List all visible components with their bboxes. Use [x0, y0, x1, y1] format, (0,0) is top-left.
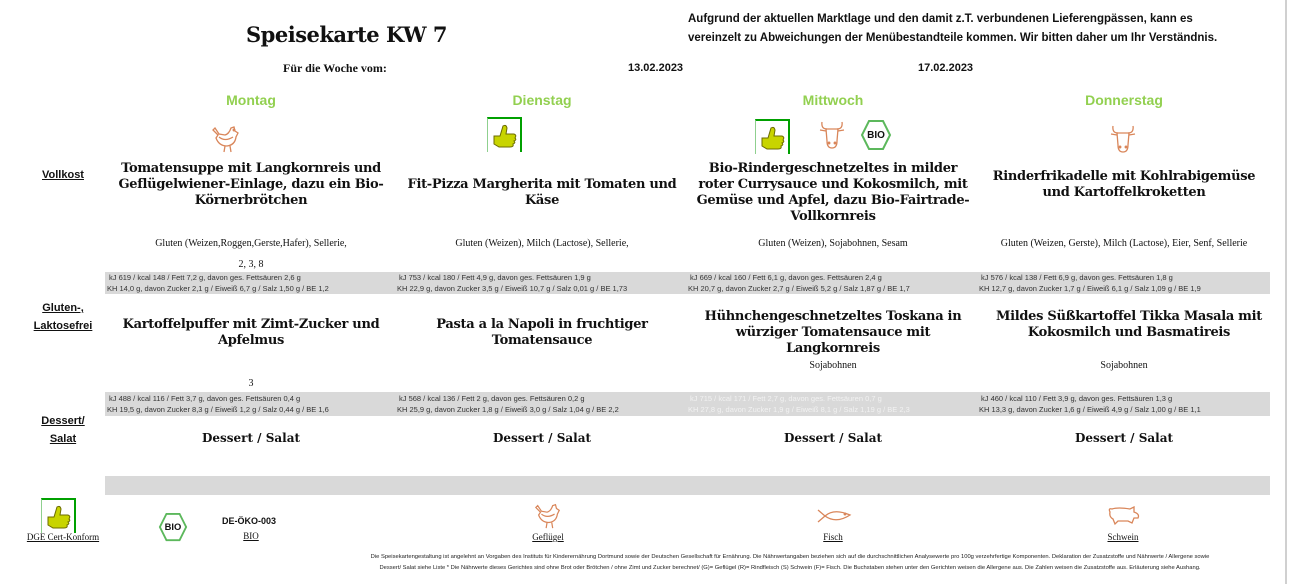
day-header-montag: Montag — [226, 92, 276, 108]
day-header-mittwoch: Mittwoch — [802, 92, 864, 108]
nutrition-glutenfrei-montag — [107, 393, 329, 415]
nutrition-line-2: KH 22,9 g, davon Zucker 3,5 g / Eiweiß 10,7 g / Salz 0,01 g / BE 1,73 — [397, 284, 628, 293]
nutrition-line-1: kJ 488 / kcal 116 / Fett 3,7 g, davon ges. Fettsäuren 0,4 g — [109, 394, 301, 403]
nutrition-glutenfrei-mittwoch — [688, 393, 910, 415]
nutrition-line-1: kJ 715 / kcal 171 / Fett 2,7 g, davon ges. Fettsäuren 0,7 g — [690, 394, 882, 403]
nutrition-line-2: KH 27,8 g, davon Zucker 1,9 g / Eiweiß 8,1 g / Salz 1,19 g / BE 2,3 — [688, 405, 910, 414]
nutrition-glutenfrei-dienstag — [397, 393, 619, 415]
allergens-vollkost-montag: Gluten (Weizen,Roggen,Gerste,Hafer), Sellerie, — [155, 238, 347, 249]
legend-pork-label: Schwein — [1107, 532, 1139, 542]
dish-vollkost-dienstag: Fit-Pizza Margherita mit Tomaten und Käse — [407, 177, 677, 208]
allergens-glutenfrei-donnerstag: Sojabohnen — [1100, 360, 1148, 371]
additives-vollkost-montag: 2, 3, 8 — [238, 259, 264, 270]
dessert-dienstag: Dessert / Salat — [492, 431, 592, 445]
day-header-dienstag: Dienstag — [512, 92, 572, 108]
legend-bio-seal-icon — [157, 511, 189, 543]
nutrition-vollkost-donnerstag — [979, 272, 1201, 294]
bio-seal-icon — [859, 118, 893, 152]
legend-fish-icon — [815, 505, 853, 527]
row-label-dessert-line-2: Salat — [49, 433, 77, 445]
bio-seal-text: BIO — [867, 130, 885, 141]
supply-notice-line-1: Aufgrund der aktuellen Marktlage und den damit z.T. verbundenen Lieferengpässen, kann es — [688, 13, 1193, 25]
dge-thumbs-up-icon — [41, 498, 76, 533]
dessert-mittwoch: Dessert / Salat — [783, 431, 883, 445]
dessert-donnerstag: Dessert / Salat — [1074, 431, 1174, 445]
date-from: 13.02.2023 — [628, 62, 684, 74]
row-label-dessert-line-1: Dessert/ — [41, 415, 85, 427]
supply-notice-line-2: vereinzelt zu Abweichungen der Menübestandteile kommen. Wir bitten daher um Ihr Verständnis. — [688, 32, 1218, 44]
nutrition-line-2: KH 19,5 g, davon Zucker 8,3 g / Eiweiß 1,2 g / Salz 0,44 g / BE 1,6 — [107, 405, 329, 414]
row-label-glutenfrei-line-2: Laktosefrei — [33, 320, 93, 332]
nutrition-vollkost-mittwoch — [688, 272, 910, 294]
row-label-glutenfrei-line-1: Gluten-, — [42, 302, 84, 314]
cow-icon — [1106, 122, 1140, 156]
thumbs-up-icon — [487, 117, 522, 152]
nutrition-vollkost-montag — [107, 272, 329, 294]
footer-note-line-1: Die Speisekartengestaltung ist angelehnt an Vorgaben des Instituts für Kinderernährung Dortmund sowie der Deutschen Gesellschaft für Ernährung. Die Nährwertangaben beziehen sich auf die durchschnittlichen Analysewerte pro 100g verzehrfertige Komponenten. Deklaration der Zusatzstoffe und Nährwerte / Allergene sowie — [370, 554, 1210, 560]
dessert-bottom-bar — [105, 476, 1270, 495]
dish-glutenfrei-montag: Kartoffelpuffer mit Zimt-Zucker und Apfelmus — [122, 317, 380, 348]
additives-glutenfrei-montag: 3 — [248, 378, 254, 389]
date-to: 17.02.2023 — [918, 62, 974, 74]
legend-bio-label: BIO — [243, 531, 259, 541]
legend-fish-label: Fisch — [823, 532, 843, 542]
page-title: Speisekarte KW 7 — [246, 22, 447, 47]
legend-chicken-icon — [530, 499, 566, 531]
nutrition-line-2: KH 20,7 g, davon Zucker 2,7 g / Eiweiß 5,2 g / Salz 1,87 g / BE 1,7 — [688, 284, 910, 293]
nutrition-glutenfrei-donnerstag — [979, 393, 1201, 415]
legend-poultry-label: Geflügel — [532, 532, 564, 542]
row-label-vollkost: Vollkost — [42, 169, 84, 181]
bio-seal-text: BIO — [164, 521, 182, 532]
allergens-vollkost-donnerstag: Gluten (Weizen, Gerste), Milch (Lactose), Eier, Senf, Sellerie — [1000, 238, 1248, 249]
legend-pig-icon — [1105, 504, 1143, 528]
page-edge-divider — [1285, 0, 1287, 584]
dish-glutenfrei-donnerstag: Mildes Süßkartoffel Tikka Masala mit Kokosmilch und Basmatireis — [996, 309, 1262, 340]
nutrition-line-1: kJ 460 / kcal 110 / Fett 3,9 g, davon ges. Fettsäuren 1,3 g — [981, 394, 1173, 403]
dish-glutenfrei-dienstag: Pasta a la Napoli in fruchtiger Tomatensauce — [436, 317, 648, 348]
nutrition-line-1: kJ 576 / kcal 138 / Fett 6,9 g, davon ges. Fettsäuren 1,8 g — [981, 273, 1173, 282]
nutrition-line-1: kJ 753 / kcal 180 / Fett 4,9 g, davon ges. Fettsäuren 1,9 g — [399, 273, 591, 282]
row-label-glutenfrei — [18, 299, 108, 335]
dish-glutenfrei-mittwoch: Hühnchengeschnetzeltes Toskana in würziger Tomatensauce mit Langkornreis — [704, 309, 962, 356]
dish-vollkost-mittwoch: Bio-Rindergeschnetzeltes in milder roter Currysauce und Kokosmilch, mit Gemüse und Apfel, dazu Bio-Fairtrade-Vollkornreis — [696, 161, 970, 224]
nutrition-line-2: KH 12,7 g, davon Zucker 1,7 g / Eiweiß 6,1 g / Salz 1,09 g / BE 1,9 — [979, 284, 1201, 293]
week-label: Für die Woche vom: — [283, 61, 387, 75]
footer-note — [310, 552, 1270, 574]
cow-icon — [815, 118, 849, 152]
nutrition-line-2: KH 25,9 g, davon Zucker 1,8 g / Eiweiß 3,0 g / Salz 1,04 g / BE 2,2 — [397, 405, 619, 414]
dessert-montag: Dessert / Salat — [201, 431, 301, 445]
day-header-donnerstag: Donnerstag — [1085, 92, 1163, 108]
thumbs-up-icon — [755, 119, 790, 154]
legend-dge-label: DGE Cert-Konform — [26, 532, 100, 542]
footer-note-line-2: Dessert/ Salat siehe Liste * Die Nährwerte dieses Gerichtes sind ohne Brot oder Brötchen / ohne Zimt und Zucker berechnet/ (G)= Geflügel (R)= Rindfleisch (S) Schwein (F)= Fisch. Die Buchstaben stehen unter den Gerichten weisen die Allergene aus. Die Zahlen weisen die Zusatzstoffe aus. Erläuterung siehe Aushang. — [379, 565, 1201, 571]
allergens-vollkost-mittwoch: Gluten (Weizen), Sojabohnen, Sesam — [758, 238, 908, 249]
nutrition-line-1: kJ 619 / kcal 148 / Fett 7,2 g, davon ges. Fettsäuren 2,6 g — [109, 273, 301, 282]
supply-notice — [688, 10, 1268, 48]
nutrition-line-1: kJ 568 / kcal 136 / Fett 2 g, davon ges. Fettsäuren 0,2 g — [399, 394, 585, 403]
dish-vollkost-donnerstag: Rinderfrikadelle mit Kohlrabigemüse und Kartoffelkroketten — [992, 169, 1256, 200]
nutrition-line-2: KH 14,0 g, davon Zucker 2,1 g / Eiweiß 6,7 g / Salz 1,50 g / BE 1,2 — [107, 284, 329, 293]
nutrition-line-1: kJ 669 / kcal 160 / Fett 6,1 g, davon ges. Fettsäuren 2,4 g — [690, 273, 882, 282]
nutrition-vollkost-dienstag — [397, 272, 627, 294]
nutrition-line-2: KH 13,3 g, davon Zucker 1,6 g / Eiweiß 4,9 g / Salz 1,00 g / BE 1,1 — [979, 405, 1201, 414]
chicken-icon — [208, 121, 244, 155]
allergens-vollkost-dienstag: Gluten (Weizen), Milch (Lactose), Sellerie, — [455, 238, 629, 249]
allergens-glutenfrei-mittwoch: Sojabohnen — [809, 360, 857, 371]
dish-vollkost-montag: Tomatensuppe mit Langkornreis und Geflügelwiener-Einlage, dazu ein Bio-Körnerbrötchen — [118, 161, 384, 208]
legend-bio-code: DE-ÖKO-003 — [222, 516, 277, 526]
row-label-dessert — [18, 412, 108, 448]
